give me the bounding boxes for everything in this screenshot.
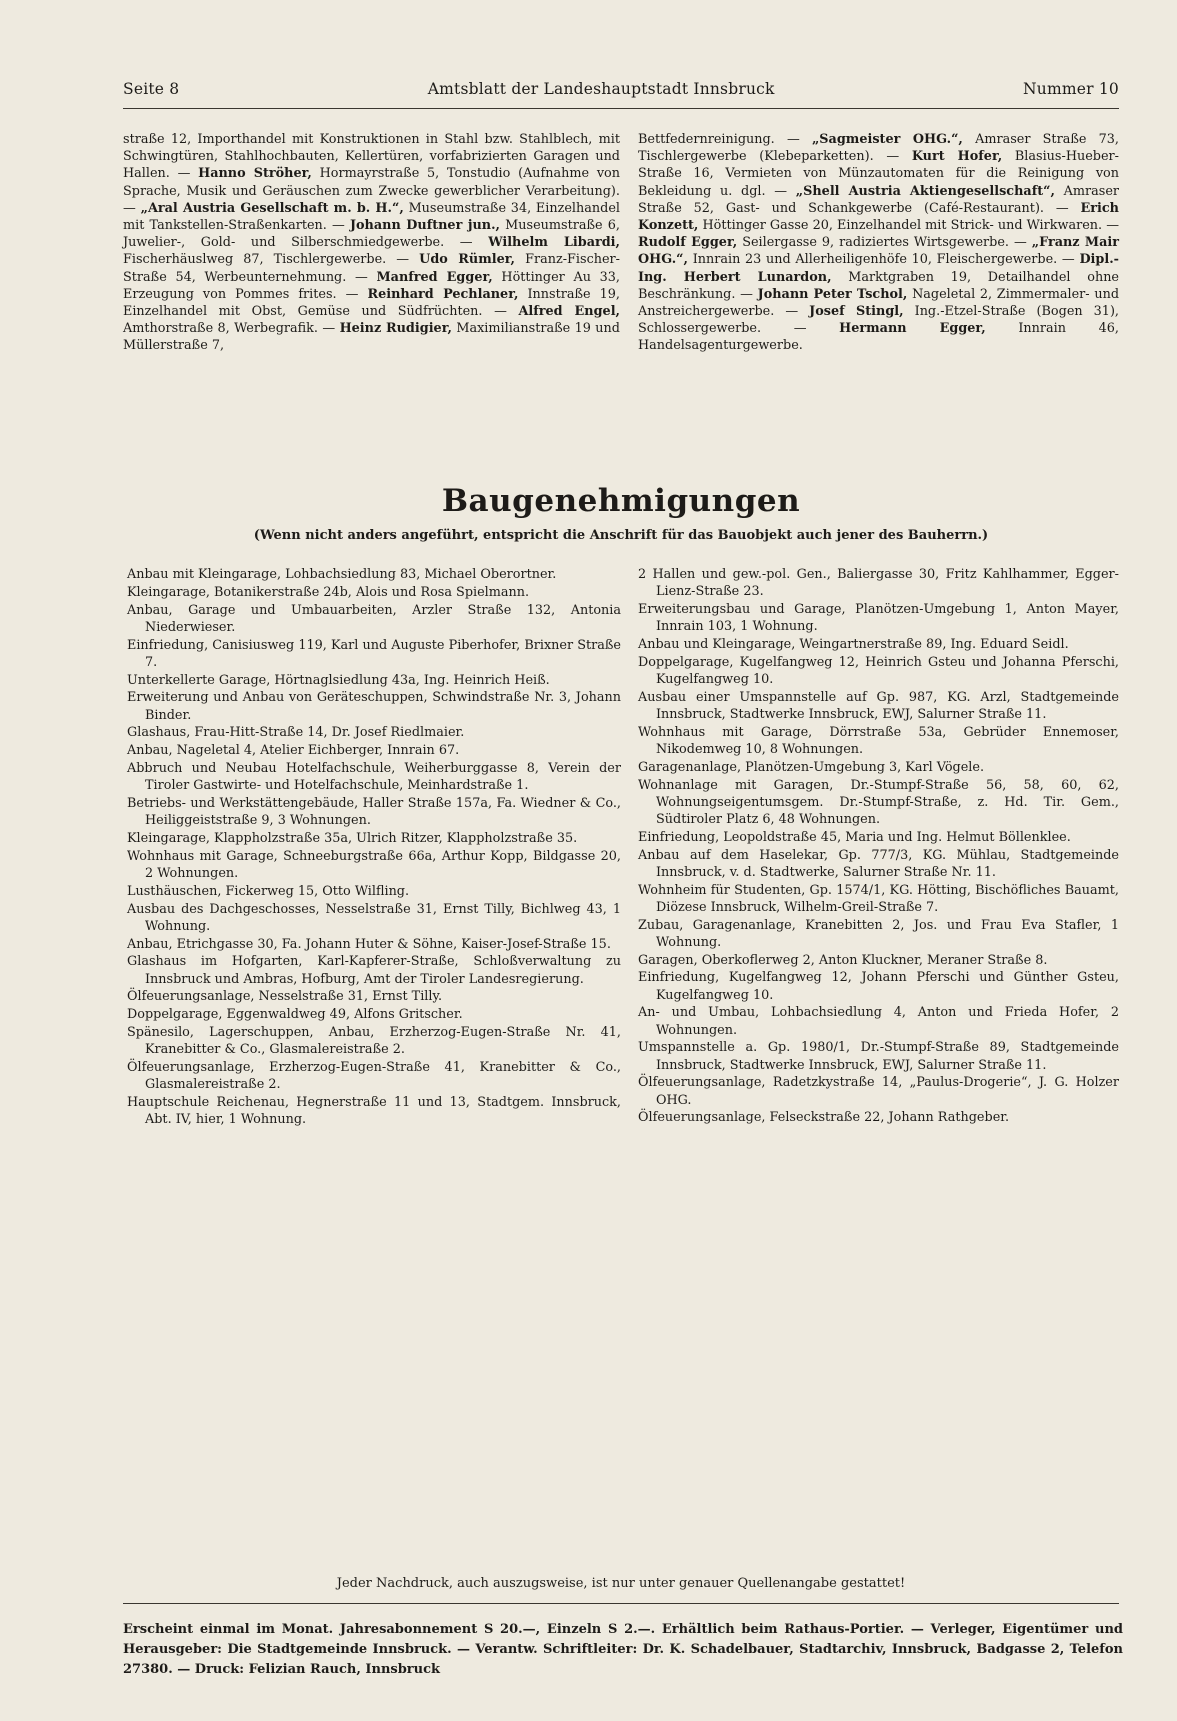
permit-entry: An- und Umbau, Lohbachsiedlung 4, Anton und Frieda Hofer, 2 Wohnungen. [638, 1005, 1119, 1038]
permit-entry: Glashaus, Frau-Hitt-Straße 14, Dr. Josef Riedlmaier. [127, 725, 465, 741]
permit-entry: Lusthäuschen, Fickerweg 15, Otto Wilfling. [127, 883, 410, 899]
permit-entry: Erweiterungsbau und Garage, Planötzen-Umgebung 1, Anton Mayer, Innrain 103, 1 Wohnung. [638, 602, 1119, 635]
permit-entry: Wohnhaus mit Garage, Schneeburgstraße 66a, Arthur Kopp, Bildgasse 20, 2 Wohnungen. [127, 848, 621, 881]
business-name: Johann Peter Tschol, [757, 286, 908, 302]
business-details: Nageletal 2, Zimmermaler- und Anstreichergewerbe. — [638, 286, 1120, 320]
business-details: Amraser Straße 52, Gast- und Schankgewerbe (Café-Restaurant). — [638, 183, 1120, 216]
permit-entry: Ölfeuerungsanlage, Radetzkystraße 14, „Paulus-Drogerie“, J. G. Holzer OHG. [638, 1075, 1119, 1108]
permit-entry: Wohnhaus mit Garage, Dörrstraße 53a, Gebrüder Ennemoser, Nikodemweg 10, 8 Wohnungen. [638, 724, 1119, 757]
business-details: Fischerhäuslweg 87, Tischlergewerbe. — [123, 252, 420, 268]
issue-number: Nummer 10 [1023, 80, 1119, 98]
permit-entry: Einfriedung, Canisiusweg 119, Karl und Auguste Piberhofer, Brixner Straße 7. [127, 637, 621, 670]
permit-entry: Einfriedung, Leopoldstraße 45, Maria und Ing. Helmut Böllenklee. [638, 829, 1071, 845]
header-rule [123, 108, 1119, 109]
business-details: straße 12, Importhandel mit Konstruktionen in Stahl bzw. Stahlblech, mit Schwingtüren, Stahlhochbauten, Kellertüren, vorfabrizierten Garagen und Hallen. — [123, 132, 620, 182]
business-name: Kurt Hofer, [911, 149, 1003, 165]
permit-entry: Ölfeuerungsanlage, Felseckstraße 22, Johann Rathgeber. [638, 1110, 1010, 1126]
trade-register-text-left [123, 131, 620, 355]
permit-entry: Hauptschule Reichenau, Hegnerstraße 11 und 13, Stadtgem. Innsbruck, Abt. IV, hier, 1 Wohnung. [127, 1094, 621, 1128]
business-details: Ing.-Etzel-Straße (Bogen 31), Schlossergewerbe. — [638, 304, 1120, 337]
business-name: Reinhard Pechlaner, [367, 286, 519, 302]
trade-register-right-column [638, 131, 1119, 355]
permit-entry: Spänesilo, Lagerschuppen, Anbau, Erzherzog-Eugen-Straße Nr. 41, Kranebitter & Co., Glasmalereistraße 2. [127, 1024, 621, 1058]
permit-entry: Ölfeuerungsanlage, Erzherzog-Eugen-Straße 41, Kranebitter & Co., Glasmalereistraße 2. [127, 1059, 621, 1093]
permit-entry: Ausbau einer Umspannstelle auf Gp. 987, KG. Arzl, Stadtgemeinde Innsbruck, Stadtwerke Innsbruck, EWJ, Salurner Straße 11. [638, 689, 1119, 722]
permit-entry: Garagen, Oberkoflerweg 2, Anton Kluckner, Meraner Straße 8. [638, 952, 1048, 968]
permit-entry: 2 Hallen und gew.-pol. Gen., Baliergasse 30, Fritz Kahlhammer, Egger-Lienz-Straße 23. [638, 567, 1119, 600]
permit-entry: Garagenanlage, Planötzen-Umgebung 3, Karl Vögele. [638, 759, 985, 775]
section-subtitle: (Wenn nicht anders angeführt, entspricht die Anschrift für das Bauobjekt auch jener des Bauherrn.) [253, 528, 989, 543]
permits-left-column [127, 566, 621, 1129]
business-name: Heinz Rudigier, [339, 321, 452, 337]
business-details: Innstraße 19, Einzelhandel mit Obst, Gemüse und Südfrüchten. — [123, 286, 620, 320]
business-details: Marktgraben 19, Detailhandel ohne Beschränkung. — [638, 269, 1120, 302]
page-header [123, 80, 1119, 98]
permit-entry: Kleingarage, Klappholzstraße 35a, Ulrich Ritzer, Klappholzstraße 35. [127, 830, 578, 846]
business-name: Wilhelm Libardi, [488, 235, 620, 251]
business-details: Maximilianstraße 19 und Müllerstraße 7, [123, 321, 620, 354]
permit-entry: Anbau, Nageletal 4, Atelier Eichberger, Innrain 67. [127, 743, 460, 759]
business-name: Alfred Engel, [518, 304, 621, 320]
business-name: „Sagmeister OHG.“, [811, 132, 963, 147]
reprint-notice: Jeder Nachdruck, auch auszugsweise, ist nur unter genauer Quellenangabe gestattet! [336, 1576, 906, 1591]
business-details: Blasius-Hueber-Straße 16, Vermieten von Münzautomaten für die Reinigung von Bekleidung u. dgl. — [638, 149, 1119, 199]
permit-entry: Anbau auf dem Haselekar, Gp. 777/3, KG. Mühlau, Stadtgemeinde Innsbruck, v. d. Stadtwerke, Salurner Straße Nr. 11. [638, 847, 1119, 880]
permit-entry: Anbau, Garage und Umbauarbeiten, Arzler Straße 132, Antonia Niederwieser. [127, 602, 621, 635]
permit-entry: Unterkellerte Garage, Hörtnaglsiedlung 43a, Ing. Heinrich Heiß. [127, 672, 550, 688]
business-name: Manfred Egger, [376, 269, 493, 285]
trade-register-text-right [638, 131, 1119, 355]
business-name: „Aral Austria Gesellschaft m. b. H.“, [140, 200, 404, 216]
publication-title: Amtsblatt der Landeshauptstadt Innsbruck [427, 80, 775, 98]
permit-entry: Ausbau des Dachgeschosses, Nesselstraße 31, Ernst Tilly, Bichlweg 43, 1 Wohnung. [127, 901, 621, 934]
business-name: Johann Duftner jun., [349, 218, 501, 234]
business-name: „Franz Mair OHG.“, [638, 235, 1119, 268]
business-details: Innrain 46, Handelsagenturgewerbe. [638, 321, 1119, 354]
business-name: Dipl.-Ing. Herbert Lunardon, [638, 252, 1119, 285]
business-name: Udo Rümler, [419, 252, 516, 268]
imprint-footer: Erscheint einmal im Monat. Jahresabonnement S 20.—, Einzeln S 2.—. Erhältlich beim Rathaus-Portier. — Verleger, Eigentümer und Herausgeber: Die Stadtgemeinde Innsbruck. — Verantw. Schriftleiter: Dr. K. Schadelbauer, Stadtarchiv, Innsbruck, Badgasse 2, Telefon 27380. — Druck: Felizian Rauch, Innsbruck [123, 1622, 1123, 1677]
permit-entry: Kleingarage, Botanikerstraße 24b, Alois und Rosa Spielmann. [127, 584, 530, 600]
business-details: Amraser Straße 73, Tischlergewerbe (Klebeparketten). — [638, 132, 1119, 165]
permit-entry: Wohnheim für Studenten, Gp. 1574/1, KG. Hötting, Bischöfliches Bauamt, Diözese Innsbruck, Wilhelm-Greil-Straße 7. [638, 882, 1119, 915]
permit-entry: Zubau, Garagenanlage, Kranebitten 2, Jos. und Frau Eva Stafler, 1 Wohnung. [638, 917, 1119, 950]
business-name: Erich Konzett, [638, 200, 1119, 234]
permits-right-column [638, 566, 1119, 1127]
permit-entry: Anbau mit Kleingarage, Lohbachsiedlung 83, Michael Oberortner. [127, 567, 557, 582]
permit-entry: Doppelgarage, Eggenwaldweg 49, Alfons Gritscher. [127, 1007, 463, 1023]
business-details: Franz-Fischer-Straße 54, Werbeunternehmung. — [123, 252, 620, 285]
business-name: „Shell Austria Aktiengesellschaft“, [795, 183, 1055, 199]
section-title: Baugenehmigungen [441, 483, 801, 519]
business-name: Hermann Egger, [839, 321, 986, 337]
business-details: Museumstraße 6, Juwelier-, Gold- und Silberschmiedgewerbe. — [123, 218, 620, 251]
business-details: Höttinger Au 33, Erzeugung von Pommes frites. — [123, 269, 620, 302]
permit-entry: Glashaus im Hofgarten, Karl-Kapferer-Straße, Schloßverwaltung zu Innsbruck und Ambras, Hofburg, Amt der Tiroler Landesregierung. [127, 954, 621, 987]
footer-rule [123, 1603, 1119, 1604]
permit-entry: Umspannstelle a. Gp. 1980/1, Dr.-Stumpf-Straße 89, Stadtgemeinde Innsbruck, Stadtwerke Innsbruck, EWJ, Salurner Straße 11. [638, 1040, 1119, 1073]
business-name: Josef Stingl, [809, 304, 904, 320]
permit-entry: Wohnanlage mit Garagen, Dr.-Stumpf-Straße 56, 58, 60, 62, Wohnungseigentumsgem. Dr.-Stumpf-Straße, z. Hd. Tir. Gem., Südtiroler Platz 6, 48 Wohnungen. [638, 777, 1119, 827]
permit-entry: Abbruch und Neubau Hotelfachschule, Weiherburggasse 8, Verein der Tiroler Gastwirte- und Hotelfachschule, Meinhardstraße 1. [127, 760, 621, 794]
permit-entry: Anbau und Kleingarage, Weingartnerstraße 89, Ing. Eduard Seidl. [638, 637, 1069, 652]
permit-entry: Ölfeuerungsanlage, Nesselstraße 31, Ernst Tilly. [127, 989, 443, 1005]
permit-entry: Einfriedung, Kugelfangweg 12, Johann Pferschi und Günther Gsteu, Kugelfangweg 10. [638, 970, 1119, 1003]
permit-entry: Anbau, Etrichgasse 30, Fa. Johann Huter & Söhne, Kaiser-Josef-Straße 15. [127, 936, 611, 952]
business-details: Bettfedernreinigung. — [638, 132, 812, 147]
trade-register-left-column [123, 131, 620, 355]
business-details: Museumstraße 34, Einzelhandel mit Tankstellen-Straßenkarten. — [123, 200, 620, 234]
business-name: Rudolf Egger, [638, 235, 738, 251]
business-details: Hormayrstraße 5, Tonstudio (Aufnahme von Sprache, Musik und Geräuschen zum Zwecke gewerblicher Verarbeitung). — [123, 166, 621, 216]
permit-entry: Doppelgarage, Kugelfangweg 12, Heinrich Gsteu und Johanna Pferschi, Kugelfangweg 10. [638, 654, 1119, 687]
page-number-label: Seite 8 [123, 80, 180, 98]
permit-entry: Erweiterung und Anbau von Geräteschuppen, Schwindstraße Nr. 3, Johann Binder. [127, 690, 621, 723]
business-details: Seilergasse 9, radiziertes Wirtsgewerbe. — [737, 235, 1032, 251]
business-details: Innrain 23 und Allerheiligenhöfe 10, Fleischergewerbe. — [687, 252, 1080, 268]
business-name: Hanno Ströher, [198, 166, 312, 182]
permit-entry: Betriebs- und Werkstättengebäude, Haller Straße 157a, Fa. Wiedner & Co., Heiliggeiststraße 9, 3 Wohnungen. [127, 795, 621, 829]
business-details: Höttinger Gasse 20, Einzelhandel mit Strick- und Wirkwaren. — [698, 218, 1119, 234]
business-details: Amthorstraße 8, Werbegrafik. — [123, 321, 340, 337]
